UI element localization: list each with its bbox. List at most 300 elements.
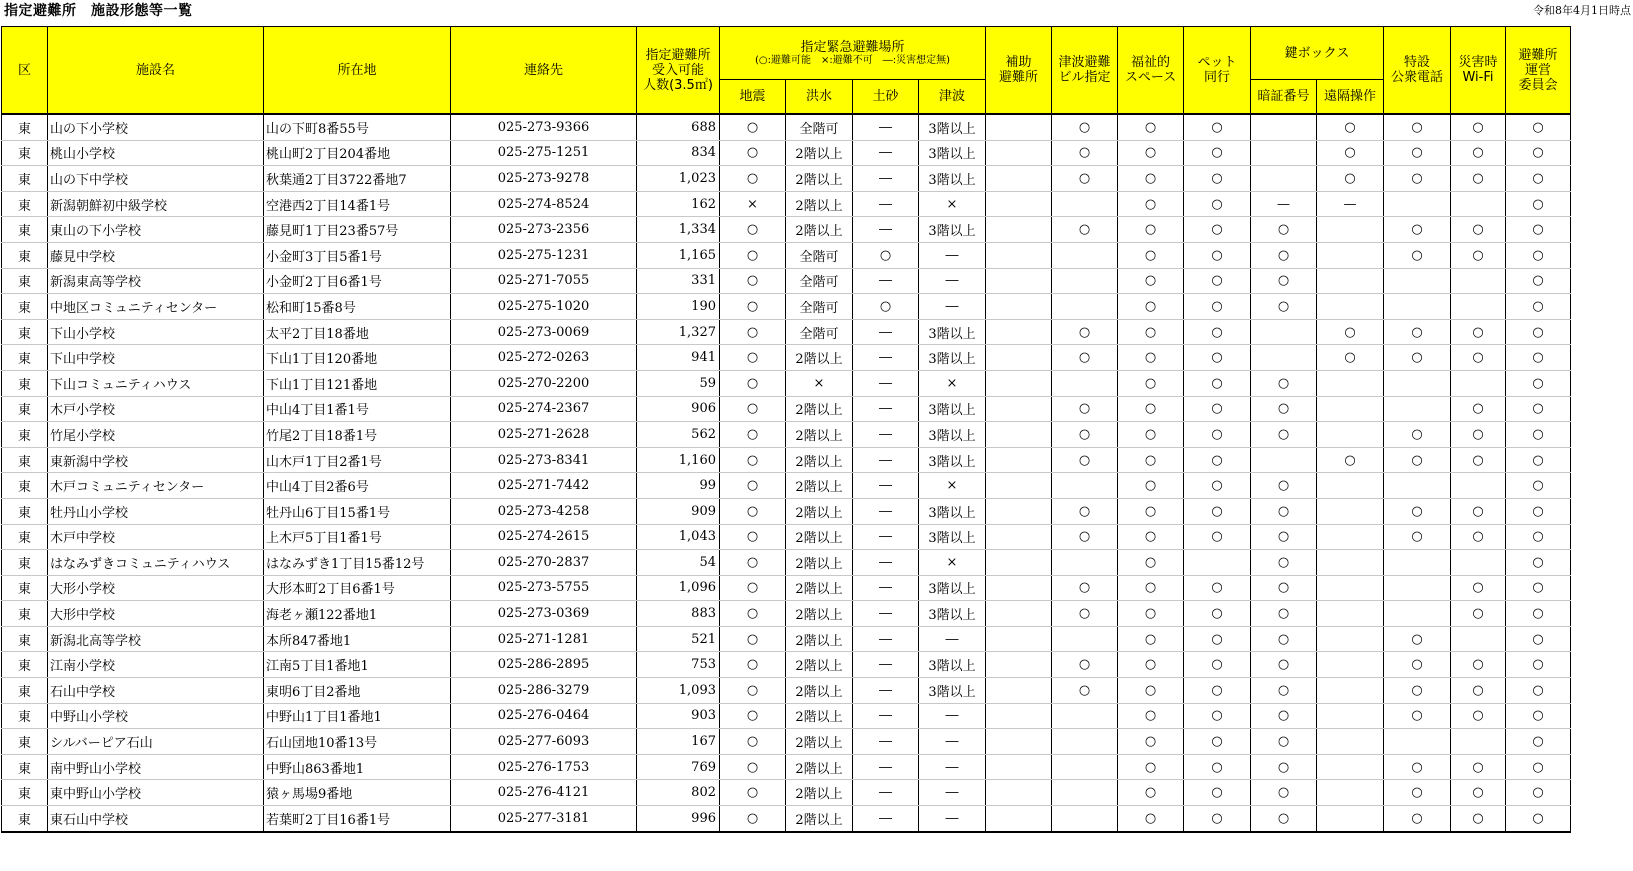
- cell-ward: 東: [2, 217, 48, 243]
- cell-contact: 025-273-0369: [451, 601, 637, 627]
- cell-address: 小金町2丁目6番1号: [264, 268, 451, 294]
- cell-welfare: ○: [1118, 242, 1184, 268]
- cell-wifi: ○: [1451, 575, 1506, 601]
- cell-pets: ○: [1184, 524, 1251, 550]
- cell-contact: 025-275-1251: [451, 140, 637, 166]
- cell-pin: ○: [1251, 268, 1317, 294]
- cell-quake: ○: [720, 498, 786, 524]
- cell-pin: ○: [1251, 626, 1317, 652]
- cell-phone: ○: [1384, 703, 1451, 729]
- cell-committee: ○: [1506, 217, 1571, 243]
- cell-contact: 025-275-1231: [451, 242, 637, 268]
- cell-tsunami: ×: [919, 473, 986, 499]
- table-row: [2, 217, 1571, 243]
- cell-contact: 025-273-5755: [451, 575, 637, 601]
- cell-name: 下山コミュニティハウス: [48, 370, 264, 396]
- cell-address: 若葉町2丁目16番1号: [264, 806, 451, 832]
- cell-ward: 東: [2, 626, 48, 652]
- cell-committee: ○: [1506, 806, 1571, 832]
- col-tsunami: 津波: [919, 80, 986, 115]
- cell-committee: ○: [1506, 729, 1571, 755]
- cell-remote: [1317, 498, 1384, 524]
- cell-landslide: ―: [853, 473, 919, 499]
- cell-phone: ○: [1384, 345, 1451, 371]
- cell-welfare: ○: [1118, 447, 1184, 473]
- table-row: [2, 550, 1571, 576]
- cell-quake: ○: [720, 754, 786, 780]
- cell-quake: ○: [720, 447, 786, 473]
- cell-auxiliary: [986, 345, 1052, 371]
- cell-pin: [1251, 447, 1317, 473]
- cell-pin: ○: [1251, 780, 1317, 806]
- cell-tsunami: 3階以上: [919, 114, 986, 140]
- cell-phone: ○: [1384, 242, 1451, 268]
- cell-landslide: ―: [853, 114, 919, 140]
- cell-tsunami: ―: [919, 242, 986, 268]
- cell-contact: 025-271-7055: [451, 268, 637, 294]
- cell-pets: ○: [1184, 754, 1251, 780]
- cell-wifi: ○: [1451, 140, 1506, 166]
- cell-wifi: ○: [1451, 806, 1506, 832]
- cell-tsunami: ―: [919, 754, 986, 780]
- cell-remote: ○: [1317, 345, 1384, 371]
- cell-contact: 025-271-7442: [451, 473, 637, 499]
- cell-flood: 2階以上: [786, 345, 853, 371]
- cell-remote: [1317, 396, 1384, 422]
- cell-flood: 2階以上: [786, 498, 853, 524]
- cell-tsunami: 3階以上: [919, 601, 986, 627]
- table-row: [2, 422, 1571, 448]
- cell-wifi: ○: [1451, 166, 1506, 192]
- cell-landslide: ―: [853, 370, 919, 396]
- cell-ward: 東: [2, 447, 48, 473]
- cell-contact: 025-271-2628: [451, 422, 637, 448]
- cell-capacity: 883: [637, 601, 720, 627]
- cell-pets: ○: [1184, 268, 1251, 294]
- cell-pin: —: [1251, 191, 1317, 217]
- cell-welfare: ○: [1118, 626, 1184, 652]
- cell-address: 藤見町1丁目23番57号: [264, 217, 451, 243]
- as-of-date: 令和8年4月1日時点: [1533, 4, 1631, 17]
- cell-phone: [1384, 601, 1451, 627]
- cell-tsunami-bldg: [1052, 729, 1118, 755]
- cell-tsunami: 3階以上: [919, 498, 986, 524]
- cell-wifi: ○: [1451, 345, 1506, 371]
- cell-contact: 025-277-3181: [451, 806, 637, 832]
- cell-ward: 東: [2, 780, 48, 806]
- cell-landslide: ―: [853, 217, 919, 243]
- cell-flood: 2階以上: [786, 780, 853, 806]
- table-row: [2, 652, 1571, 678]
- cell-ward: 東: [2, 498, 48, 524]
- cell-address: 桃山町2丁目204番地: [264, 140, 451, 166]
- cell-remote: [1317, 729, 1384, 755]
- cell-welfare: ○: [1118, 498, 1184, 524]
- col-capacity-line1: 指定避難所: [645, 47, 711, 63]
- cell-capacity: 903: [637, 703, 720, 729]
- col-welfare-line1: 福祉的: [1130, 55, 1170, 70]
- cell-pin: ○: [1251, 294, 1317, 320]
- cell-welfare: ○: [1118, 422, 1184, 448]
- cell-quake: ○: [720, 473, 786, 499]
- col-committee-line1: 避難所: [1518, 47, 1558, 63]
- cell-remote: ○: [1317, 166, 1384, 192]
- cell-phone: [1384, 550, 1451, 576]
- cell-remote: [1317, 268, 1384, 294]
- cell-tsunami-bldg: ○: [1052, 166, 1118, 192]
- cell-pin: ○: [1251, 601, 1317, 627]
- cell-name: 東石山中学校: [48, 806, 264, 832]
- cell-flood: 2階以上: [786, 806, 853, 832]
- cell-ward: 東: [2, 729, 48, 755]
- cell-auxiliary: [986, 498, 1052, 524]
- cell-flood: 2階以上: [786, 166, 853, 192]
- cell-address: 中野山1丁目1番地1: [264, 703, 451, 729]
- cell-name: 東新潟中学校: [48, 447, 264, 473]
- cell-auxiliary: [986, 268, 1052, 294]
- cell-pets: ○: [1184, 422, 1251, 448]
- cell-capacity: 190: [637, 294, 720, 320]
- cell-ward: 東: [2, 422, 48, 448]
- cell-tsunami-bldg: [1052, 370, 1118, 396]
- cell-committee: ○: [1506, 166, 1571, 192]
- cell-pin: ○: [1251, 473, 1317, 499]
- cell-landslide: ―: [853, 447, 919, 473]
- cell-address: 小金町3丁目5番1号: [264, 242, 451, 268]
- cell-ward: 東: [2, 575, 48, 601]
- col-pin: 暗証番号: [1251, 80, 1317, 115]
- cell-committee: ○: [1506, 473, 1571, 499]
- cell-remote: ○: [1317, 114, 1384, 140]
- cell-quake: ○: [720, 575, 786, 601]
- cell-welfare: ○: [1118, 524, 1184, 550]
- cell-name: 大形小学校: [48, 575, 264, 601]
- cell-wifi: ○: [1451, 652, 1506, 678]
- cell-address: 中山4丁目2番6号: [264, 473, 451, 499]
- col-pets: [1184, 27, 1251, 115]
- cell-landslide: ―: [853, 780, 919, 806]
- col-name: 施設名: [48, 27, 264, 115]
- cell-pets: ○: [1184, 575, 1251, 601]
- cell-flood: 2階以上: [786, 422, 853, 448]
- cell-tsunami: 3階以上: [919, 447, 986, 473]
- cell-pets: ○: [1184, 370, 1251, 396]
- col-ward: 区: [2, 27, 48, 115]
- cell-welfare: ○: [1118, 678, 1184, 704]
- cell-capacity: 1,093: [637, 678, 720, 704]
- cell-flood: 全階可: [786, 294, 853, 320]
- cell-wifi: ○: [1451, 780, 1506, 806]
- cell-auxiliary: [986, 422, 1052, 448]
- col-capacity-line2: 受入可能: [651, 62, 704, 78]
- cell-committee: ○: [1506, 268, 1571, 294]
- cell-name: 下山小学校: [48, 319, 264, 345]
- cell-contact: 025-276-4121: [451, 780, 637, 806]
- cell-phone: [1384, 294, 1451, 320]
- cell-wifi: ○: [1451, 217, 1506, 243]
- cell-auxiliary: [986, 678, 1052, 704]
- cell-auxiliary: [986, 524, 1052, 550]
- cell-ward: 東: [2, 166, 48, 192]
- cell-ward: 東: [2, 524, 48, 550]
- cell-wifi: ○: [1451, 524, 1506, 550]
- cell-welfare: ○: [1118, 319, 1184, 345]
- cell-committee: ○: [1506, 703, 1571, 729]
- cell-ward: 東: [2, 754, 48, 780]
- cell-address: 中山4丁目1番1号: [264, 396, 451, 422]
- cell-landslide: ―: [853, 166, 919, 192]
- col-wifi-line2: Wi-Fi: [1462, 70, 1494, 85]
- cell-wifi: [1451, 268, 1506, 294]
- cell-tsunami-bldg: [1052, 550, 1118, 576]
- cell-pets: ○: [1184, 806, 1251, 832]
- cell-tsunami: ―: [919, 729, 986, 755]
- cell-wifi: ○: [1451, 678, 1506, 704]
- cell-name: 山の下中学校: [48, 166, 264, 192]
- cell-contact: 025-274-2367: [451, 396, 637, 422]
- cell-wifi: ○: [1451, 422, 1506, 448]
- cell-quake: ○: [720, 319, 786, 345]
- table-row: [2, 294, 1571, 320]
- cell-name: 新潟東高等学校: [48, 268, 264, 294]
- cell-contact: 025-274-2615: [451, 524, 637, 550]
- col-quake: 地震: [720, 80, 786, 115]
- cell-remote: [1317, 370, 1384, 396]
- cell-committee: ○: [1506, 114, 1571, 140]
- cell-ward: 東: [2, 242, 48, 268]
- cell-committee: ○: [1506, 396, 1571, 422]
- col-wifi: [1451, 27, 1506, 115]
- cell-tsunami-bldg: ○: [1052, 652, 1118, 678]
- cell-welfare: ○: [1118, 575, 1184, 601]
- cell-auxiliary: [986, 319, 1052, 345]
- cell-landslide: ―: [853, 268, 919, 294]
- cell-tsunami-bldg: ○: [1052, 524, 1118, 550]
- col-emergency-group: [720, 27, 986, 80]
- cell-quake: ○: [720, 626, 786, 652]
- cell-welfare: ○: [1118, 652, 1184, 678]
- cell-flood: 全階可: [786, 319, 853, 345]
- cell-wifi: [1451, 626, 1506, 652]
- col-address: 所在地: [264, 27, 451, 115]
- cell-pets: ○: [1184, 498, 1251, 524]
- cell-tsunami: 3階以上: [919, 166, 986, 192]
- cell-contact: 025-276-0464: [451, 703, 637, 729]
- cell-name: 中地区コミュニティセンター: [48, 294, 264, 320]
- cell-remote: [1317, 780, 1384, 806]
- cell-tsunami-bldg: [1052, 806, 1118, 832]
- cell-committee: ○: [1506, 447, 1571, 473]
- cell-quake: ○: [720, 524, 786, 550]
- cell-tsunami-bldg: ○: [1052, 498, 1118, 524]
- cell-capacity: 1,327: [637, 319, 720, 345]
- cell-wifi: ○: [1451, 447, 1506, 473]
- cell-ward: 東: [2, 114, 48, 140]
- cell-welfare: ○: [1118, 703, 1184, 729]
- cell-committee: ○: [1506, 319, 1571, 345]
- cell-contact: 025-286-3279: [451, 678, 637, 704]
- table-row: [2, 268, 1571, 294]
- cell-name: 新潟北高等学校: [48, 626, 264, 652]
- cell-ward: 東: [2, 319, 48, 345]
- cell-tsunami-bldg: [1052, 703, 1118, 729]
- cell-address: 牡丹山6丁目15番1号: [264, 498, 451, 524]
- cell-flood: ×: [786, 370, 853, 396]
- cell-tsunami: ×: [919, 370, 986, 396]
- cell-wifi: ○: [1451, 498, 1506, 524]
- cell-pin: ○: [1251, 396, 1317, 422]
- cell-remote: [1317, 575, 1384, 601]
- cell-landslide: ―: [853, 140, 919, 166]
- cell-name: はなみずきコミュニティハウス: [48, 550, 264, 576]
- cell-address: 下山1丁目120番地: [264, 345, 451, 371]
- cell-auxiliary: [986, 729, 1052, 755]
- cell-remote: [1317, 652, 1384, 678]
- cell-tsunami: ―: [919, 780, 986, 806]
- cell-tsunami: 3階以上: [919, 422, 986, 448]
- cell-pets: ○: [1184, 678, 1251, 704]
- cell-landslide: ―: [853, 601, 919, 627]
- cell-ward: 東: [2, 140, 48, 166]
- cell-ward: 東: [2, 806, 48, 832]
- cell-address: 本所847番地1: [264, 626, 451, 652]
- cell-auxiliary: [986, 191, 1052, 217]
- cell-tsunami-bldg: ○: [1052, 345, 1118, 371]
- cell-tsunami: 3階以上: [919, 140, 986, 166]
- cell-capacity: 909: [637, 498, 720, 524]
- cell-phone: [1384, 575, 1451, 601]
- cell-flood: 2階以上: [786, 217, 853, 243]
- cell-capacity: 802: [637, 780, 720, 806]
- cell-tsunami-bldg: ○: [1052, 422, 1118, 448]
- cell-welfare: ○: [1118, 294, 1184, 320]
- cell-landslide: ―: [853, 729, 919, 755]
- cell-ward: 東: [2, 678, 48, 704]
- table-row: [2, 601, 1571, 627]
- cell-tsunami: ×: [919, 191, 986, 217]
- cell-pin: [1251, 114, 1317, 140]
- cell-pets: ○: [1184, 601, 1251, 627]
- col-pets-line2: 同行: [1203, 70, 1230, 85]
- cell-quake: ○: [720, 678, 786, 704]
- cell-flood: 全階可: [786, 242, 853, 268]
- cell-phone: [1384, 268, 1451, 294]
- cell-tsunami: ―: [919, 806, 986, 832]
- cell-phone: [1384, 370, 1451, 396]
- cell-flood: 2階以上: [786, 191, 853, 217]
- cell-phone: ○: [1384, 166, 1451, 192]
- cell-welfare: ○: [1118, 396, 1184, 422]
- cell-pin: ○: [1251, 678, 1317, 704]
- cell-capacity: 167: [637, 729, 720, 755]
- cell-name: 東中野山小学校: [48, 780, 264, 806]
- cell-tsunami: 3階以上: [919, 575, 986, 601]
- cell-address: 山の下町8番55号: [264, 114, 451, 140]
- cell-capacity: 1,160: [637, 447, 720, 473]
- cell-tsunami-bldg: ○: [1052, 217, 1118, 243]
- cell-flood: 2階以上: [786, 550, 853, 576]
- table-row: [2, 626, 1571, 652]
- cell-landslide: ―: [853, 319, 919, 345]
- cell-auxiliary: [986, 396, 1052, 422]
- cell-quake: ○: [720, 370, 786, 396]
- cell-address: 東明6丁目2番地: [264, 678, 451, 704]
- cell-remote: [1317, 703, 1384, 729]
- cell-auxiliary: [986, 217, 1052, 243]
- cell-wifi: ○: [1451, 114, 1506, 140]
- cell-welfare: ○: [1118, 114, 1184, 140]
- cell-quake: ○: [720, 166, 786, 192]
- cell-ward: 東: [2, 601, 48, 627]
- cell-auxiliary: [986, 754, 1052, 780]
- cell-address: 秋葉通2丁目3722番地7: [264, 166, 451, 192]
- cell-tsunami-bldg: [1052, 780, 1118, 806]
- cell-committee: ○: [1506, 370, 1571, 396]
- table-body: [2, 114, 1571, 832]
- cell-contact: 025-286-2895: [451, 652, 637, 678]
- cell-pets: ○: [1184, 242, 1251, 268]
- cell-pets: [1184, 550, 1251, 576]
- cell-wifi: ○: [1451, 601, 1506, 627]
- cell-pin: ○: [1251, 217, 1317, 243]
- cell-wifi: [1451, 370, 1506, 396]
- cell-remote: [1317, 754, 1384, 780]
- cell-flood: 2階以上: [786, 703, 853, 729]
- cell-tsunami-bldg: [1052, 268, 1118, 294]
- cell-ward: 東: [2, 652, 48, 678]
- cell-quake: ○: [720, 268, 786, 294]
- cell-pin: ○: [1251, 652, 1317, 678]
- cell-tsunami-bldg: ○: [1052, 678, 1118, 704]
- col-auxiliary-line2: 避難所: [998, 70, 1038, 85]
- cell-auxiliary: [986, 242, 1052, 268]
- cell-pets: ○: [1184, 473, 1251, 499]
- cell-capacity: 834: [637, 140, 720, 166]
- cell-remote: [1317, 294, 1384, 320]
- cell-wifi: ○: [1451, 242, 1506, 268]
- col-phone: [1384, 27, 1451, 115]
- cell-pets: ○: [1184, 396, 1251, 422]
- cell-pin: ○: [1251, 703, 1317, 729]
- cell-committee: ○: [1506, 575, 1571, 601]
- cell-contact: 025-273-4258: [451, 498, 637, 524]
- cell-capacity: 1,096: [637, 575, 720, 601]
- table-row: [2, 242, 1571, 268]
- cell-phone: ○: [1384, 498, 1451, 524]
- cell-committee: ○: [1506, 550, 1571, 576]
- cell-flood: 2階以上: [786, 626, 853, 652]
- table-row: [2, 575, 1571, 601]
- cell-address: 空港西2丁目14番1号: [264, 191, 451, 217]
- cell-contact: 025-277-6093: [451, 729, 637, 755]
- cell-remote: [1317, 550, 1384, 576]
- cell-landslide: ○: [853, 294, 919, 320]
- cell-welfare: ○: [1118, 166, 1184, 192]
- cell-flood: 2階以上: [786, 447, 853, 473]
- cell-phone: ○: [1384, 114, 1451, 140]
- cell-capacity: 562: [637, 422, 720, 448]
- cell-committee: ○: [1506, 191, 1571, 217]
- cell-landslide: ―: [853, 806, 919, 832]
- cell-capacity: 941: [637, 345, 720, 371]
- cell-pin: ○: [1251, 498, 1317, 524]
- cell-tsunami: 3階以上: [919, 524, 986, 550]
- cell-welfare: ○: [1118, 268, 1184, 294]
- cell-phone: ○: [1384, 678, 1451, 704]
- table-row: [2, 114, 1571, 140]
- cell-contact: 025-272-0263: [451, 345, 637, 371]
- cell-address: 山木戸1丁目2番1号: [264, 447, 451, 473]
